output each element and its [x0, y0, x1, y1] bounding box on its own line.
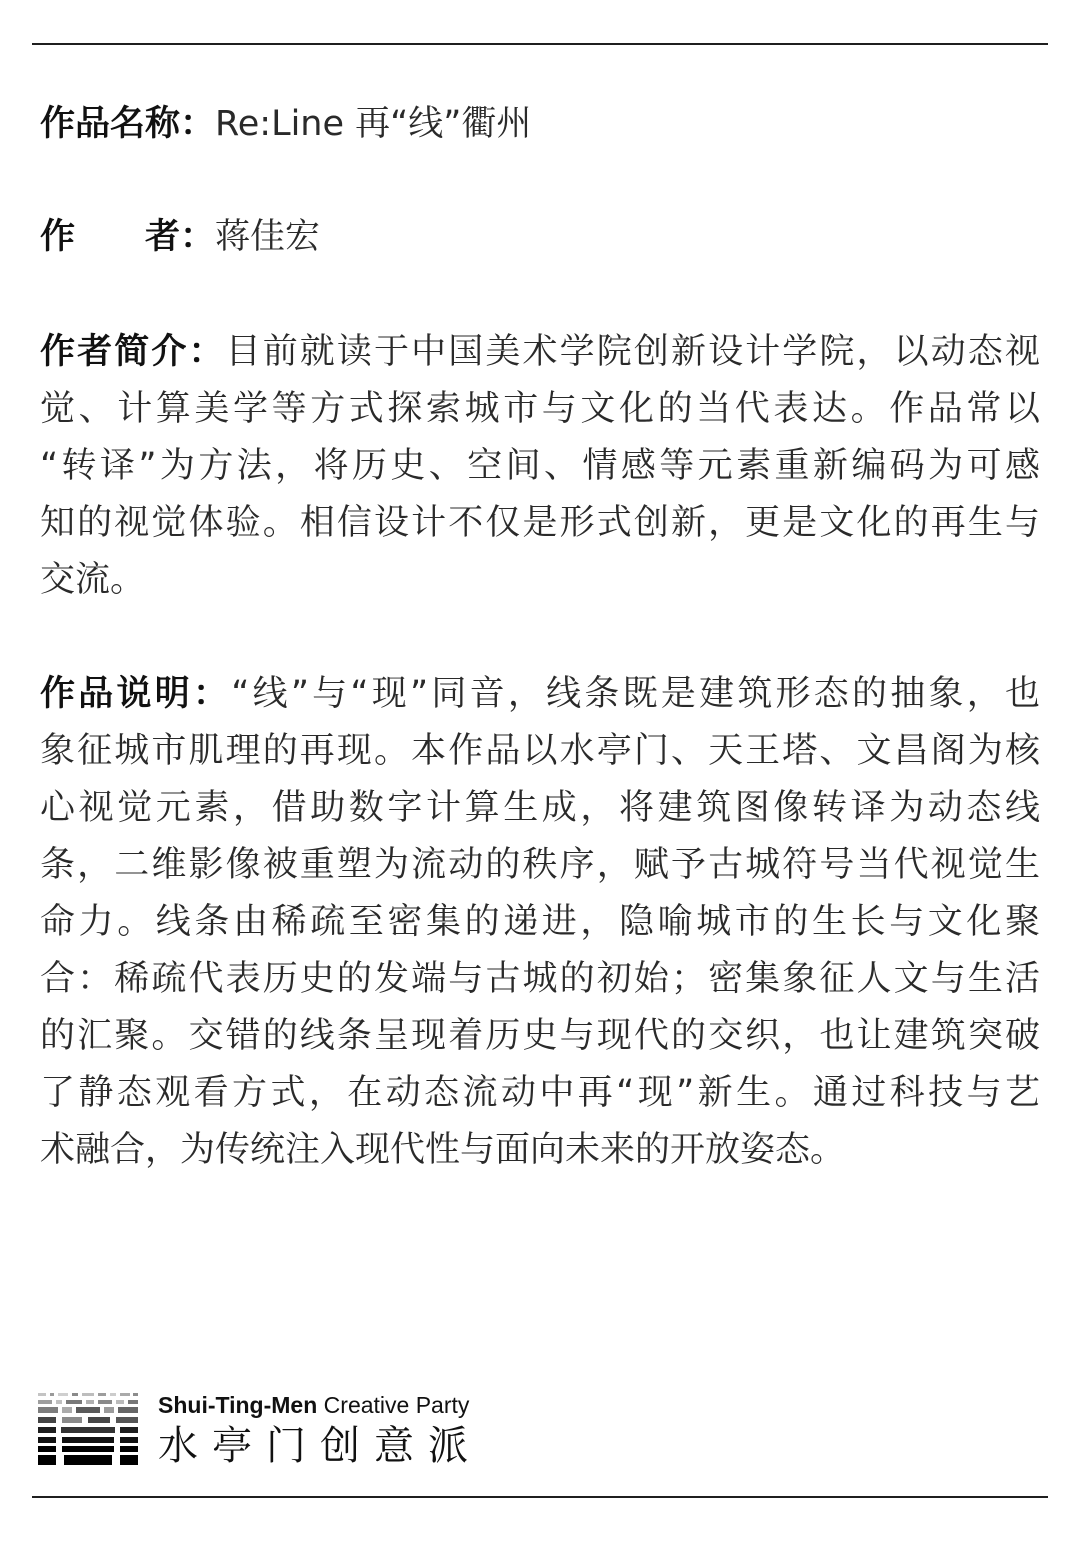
work-description-text: “线”与“现”同音，线条既是建筑形态的抽象，也: [231, 674, 1040, 714]
brand-name-chinese: 水亭门创意派: [158, 1423, 482, 1469]
top-divider: [32, 43, 1048, 45]
brand-name-english-bold: Shui-Ting-Men: [158, 1392, 318, 1418]
work-description-line: 象征城市肌理的再现。本作品以水亭门、天王塔、文昌阁为核: [40, 731, 1040, 771]
author-bio-line: 觉、计算美学等方式探索城市与文化的当代表达。作品常以: [40, 389, 1040, 429]
work-description-line: 术融合，为传统注入现代性与面向未来的开放姿态。: [40, 1130, 846, 1170]
work-description-line: 的汇聚。交错的线条呈现着历史与现代的交织，也让建筑突破: [40, 1016, 1040, 1056]
work-description-line: 命力。线条由稀疏至密集的递进，隐喻城市的生长与文化聚: [40, 902, 1040, 942]
author-bio-text: 目前就读于中国美术学院创新设计学院，以动态视: [225, 332, 1040, 372]
work-title-value: Re:Line 再“线”衢州: [215, 104, 532, 144]
work-description-line: 心视觉元素，借助数字计算生成，将建筑图像转译为动态线: [40, 788, 1040, 828]
brand-name-english-regular: Creative Party: [323, 1392, 470, 1418]
author-bio-line: “转译”为方法，将历史、空间、情感等元素重新编码为可感: [40, 446, 1040, 486]
author-bio-line: 交流。: [40, 560, 146, 600]
author-name: 蒋佳宏: [215, 217, 321, 257]
pixel-gate-logo-icon: [38, 1393, 138, 1465]
work-description-line: 合：稀疏代表历史的发端与古城的初始；密集象征人文与生活: [40, 959, 1040, 999]
brand-name-english: [158, 1391, 469, 1419]
author-bio-paragraph: [40, 324, 1040, 609]
work-title-row: [40, 96, 1040, 153]
work-description-label: 作品说明：: [40, 674, 232, 714]
author-bio-label: 作者简介：: [40, 332, 226, 372]
work-title-label: 作品名称：: [40, 104, 216, 144]
work-description-line: [40, 666, 1040, 723]
work-description-line: 了静态观看方式，在动态流动中再“现”新生。通过科技与艺: [40, 1073, 1040, 1113]
work-description-paragraph: [40, 666, 1040, 1179]
author-bio-line: 知的视觉体验。相信设计不仅是形式创新，更是文化的再生与: [40, 503, 1040, 543]
bottom-divider: [32, 1496, 1048, 1498]
author-bio-line: [40, 324, 1040, 381]
work-description-line: 条，二维影像被重塑为流动的秩序，赋予古城符号当代视觉生: [40, 845, 1040, 885]
author-row: [40, 209, 1040, 266]
author-label: 作 者：: [40, 217, 216, 257]
